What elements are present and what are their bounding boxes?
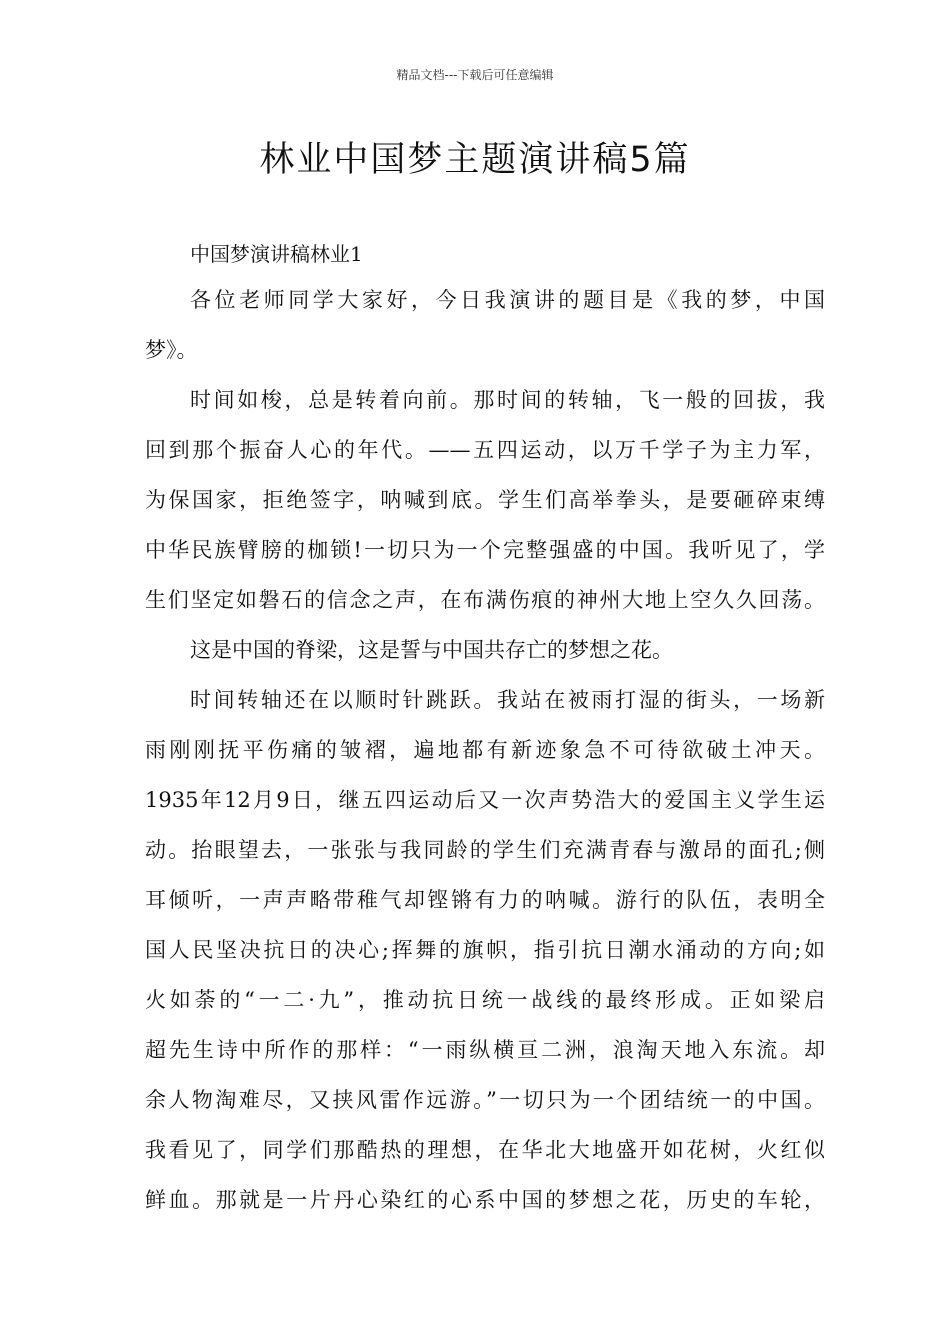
- paragraph-line: 梦》。: [145, 338, 198, 362]
- paragraph-line: 我看见了，同学们那酷热的理想，在华北大地盛开如花树，火红似: [145, 1138, 825, 1162]
- paragraph-line: 超先生诗中所作的那样：“一雨纵横亘二洲，浪淘天地入东流。却: [145, 1038, 825, 1062]
- paragraph-line: 余人物淘难尽，又挟风雷作远游。”一切只为一个团结统一的中国。: [145, 1088, 825, 1112]
- paragraph-line: 生们坚定如磐石的信念之声，在布满伤痕的神州大地上空久久回荡。: [145, 588, 825, 612]
- paragraph-line: 耳倾听，一声声略带稚气却铿锵有力的呐喊。游行的队伍，表明全: [145, 888, 825, 912]
- paragraph-line: 国人民坚决抗日的决心;挥舞的旗帜，指引抗日潮水涌动的方向;如: [145, 938, 825, 962]
- paragraph-line: 这是中国的脊梁，这是誓与中国共存亡的梦想之花。: [190, 638, 673, 662]
- paragraph-line: 雨刚刚抚平伤痛的皱褶，遍地都有新迹象急不可待欲破土冲天。: [145, 738, 825, 762]
- paragraph-line: 回到那个振奋人心的年代。——五四运动，以万千学子为主力军，: [145, 438, 825, 462]
- section-heading: 中国梦演讲稿林业1: [190, 242, 363, 266]
- paragraph-line: 各位老师同学大家好，今日我演讲的题目是《我的梦，中国: [190, 288, 825, 312]
- paragraph-line: 中华民族臂膀的枷锁!一切只为一个完整强盛的中国。我听见了，学: [145, 538, 825, 562]
- header-note: 精品文档---下载后可任意编辑: [396, 68, 554, 82]
- paragraph-line: 时间转轴还在以顺时针跳跃。我站在被雨打湿的街头，一场新: [190, 688, 825, 712]
- paragraph-line: 1935年12月9日，继五四运动后又一次声势浩大的爱国主义学生运: [145, 788, 825, 812]
- paragraph-line: 火如荼的“一二·九”，推动抗日统一战线的最终形成。正如梁启: [145, 988, 825, 1012]
- paragraph-line: 鲜血。那就是一片丹心染红的心系中国的梦想之花，历史的车轮，: [145, 1188, 825, 1212]
- paragraph-line: 动。抬眼望去，一张张与我同龄的学生们充满青春与激昂的面孔;侧: [145, 838, 825, 862]
- paragraph-line: 为保国家，拒绝签字，呐喊到底。学生们高举拳头，是要砸碎束缚: [145, 488, 825, 512]
- paragraph-line: 时间如梭，总是转着向前。那时间的转轴，飞一般的回拔，我: [190, 388, 825, 412]
- document-title: 林业中国梦主题演讲稿5篇: [259, 140, 691, 180]
